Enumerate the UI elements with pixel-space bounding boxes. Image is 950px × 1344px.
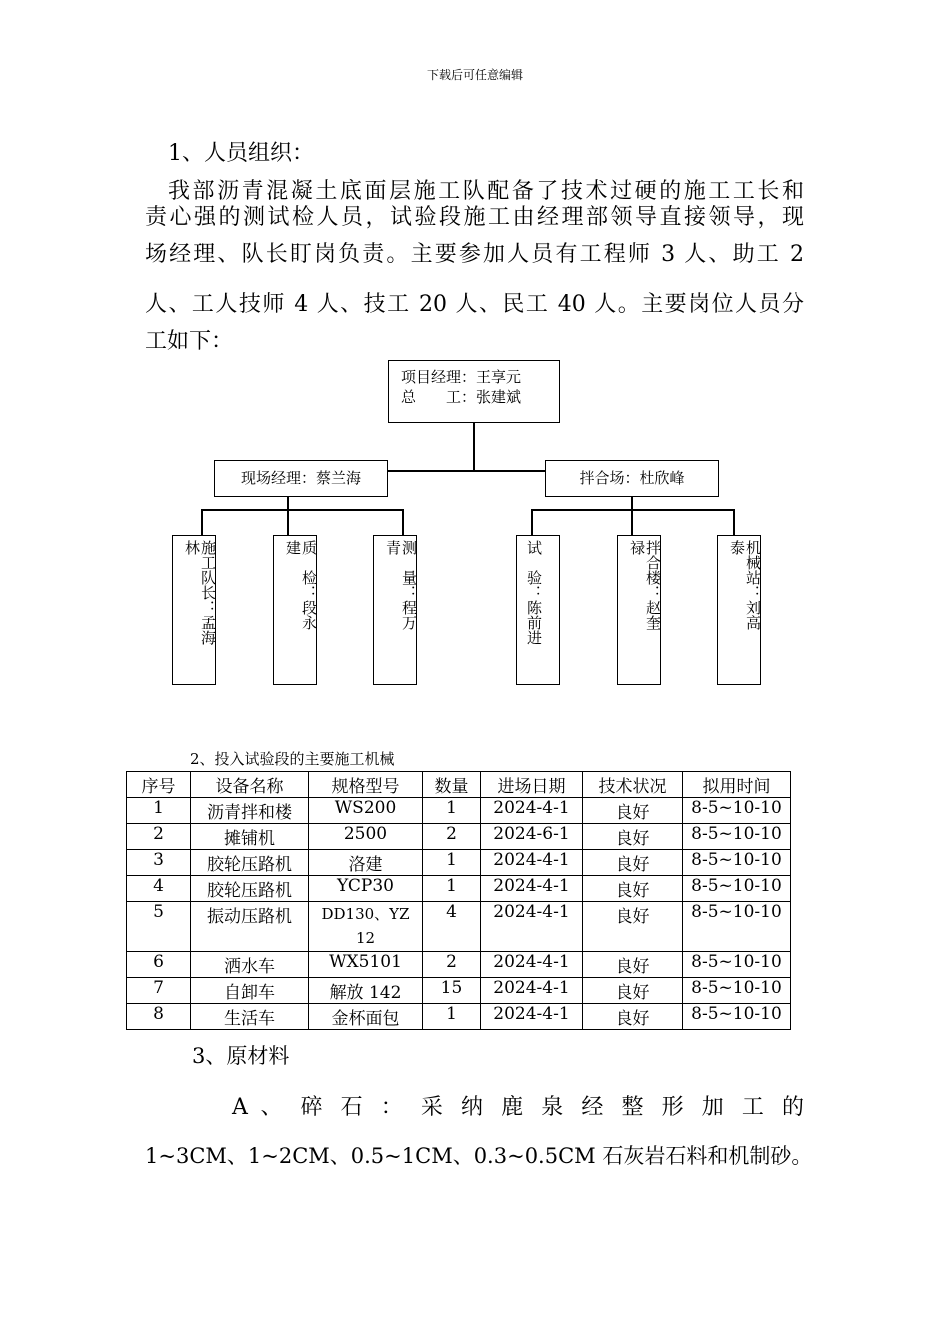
section2-title: 2、投入试验段的主要施工机械: [190, 750, 395, 768]
table-cell: 2024-4-1: [481, 850, 583, 876]
connector: [531, 509, 734, 511]
table-cell: 洒水车: [191, 952, 309, 978]
table-cell: 8-5~10-10: [683, 1004, 791, 1030]
org-box-right-mid: 拌合场：杜欣峰: [545, 460, 719, 497]
column-header: 技术状况: [583, 772, 683, 798]
table-row: [127, 1004, 791, 1030]
table-cell: 2500: [309, 824, 423, 850]
table-cell: YCP30: [309, 876, 423, 902]
connector: [201, 509, 203, 536]
table-cell: 良好: [583, 952, 683, 978]
table-cell: 2: [423, 952, 481, 978]
table-cell: 良好: [583, 876, 683, 902]
table-cell: 良好: [583, 824, 683, 850]
table-cell: 8-5~10-10: [683, 952, 791, 978]
table-cell: 1: [423, 850, 481, 876]
table-cell: DD130、YZ12: [309, 902, 423, 952]
table-cell: 3: [127, 850, 191, 876]
table-cell: 良好: [583, 978, 683, 1004]
table-cell: 2024-4-1: [481, 978, 583, 1004]
table-cell: 金杯面包: [309, 1004, 423, 1030]
table-cell: 2024-4-1: [481, 902, 583, 952]
table-cell: 良好: [583, 902, 683, 952]
table-cell: 1: [423, 1004, 481, 1030]
table-row: [127, 850, 791, 876]
table-cell: 良好: [583, 1004, 683, 1030]
table-cell: 自卸车: [191, 978, 309, 1004]
paragraph-line: 1~3CM、1~2CM、0.5~1CM、0.3~0.5CM 石灰岩石料和机制砂。: [145, 1144, 813, 1168]
table-cell: 8-5~10-10: [683, 978, 791, 1004]
paragraph-line: 场经理、队长盯岗负责。主要参加人员有工程师 3 人、助工 2: [145, 242, 804, 267]
org-top-line1: 项目经理：王享元: [401, 368, 522, 386]
column-header: 序号: [127, 772, 191, 798]
paragraph-line: 责心强的测试检人员，试验段施工由经理部领导直接领导，现: [145, 205, 804, 230]
org-leaf-machinery: 泰 机械站：刘高: [717, 535, 761, 685]
table-cell: WX5101: [309, 952, 423, 978]
table-row: [127, 952, 791, 978]
org-leaf-quality: 建 质 检：段永: [273, 535, 317, 685]
connector: [733, 509, 735, 536]
org-leaf-testing: 试 验：陈前进: [516, 535, 560, 685]
org-leaf-mixing: 禄 拌合楼：赵奎: [617, 535, 661, 685]
table-cell: 2: [127, 824, 191, 850]
table-cell: 8-5~10-10: [683, 902, 791, 952]
table-cell: 摊铺机: [191, 824, 309, 850]
table-cell: 良好: [583, 850, 683, 876]
column-header: 数量: [423, 772, 481, 798]
column-header: 进场日期: [481, 772, 583, 798]
table-cell: 解放 142: [309, 978, 423, 1004]
table-row: [127, 824, 791, 850]
org-box-top: [388, 360, 560, 423]
table-cell: 2024-6-1: [481, 824, 583, 850]
paragraph-line: A 、 碎 石 ： 采 纳 鹿 泉 经 整 形 加 工 的: [232, 1095, 804, 1120]
table-header-row: [127, 772, 791, 798]
table-cell: 8-5~10-10: [683, 876, 791, 902]
section3-heading: 3、原材料: [192, 1044, 290, 1068]
org-leaf-survey: 青 测 量：程万: [373, 535, 417, 685]
connector: [402, 509, 404, 536]
org-top-line2: 总 工：张建斌: [401, 388, 522, 406]
table-cell: 2024-4-1: [481, 798, 583, 824]
connector: [531, 509, 533, 536]
connector: [201, 509, 403, 511]
table-cell: 2024-4-1: [481, 1004, 583, 1030]
table-row: [127, 876, 791, 902]
table-cell: 1: [423, 798, 481, 824]
column-header: 设备名称: [191, 772, 309, 798]
table-cell: 15: [423, 978, 481, 1004]
table-cell: 振动压路机: [191, 902, 309, 952]
table-cell: 2: [423, 824, 481, 850]
table-cell: 1: [127, 798, 191, 824]
table-row: [127, 902, 791, 952]
table-cell: 胶轮压路机: [191, 850, 309, 876]
table-cell: 沥青拌和楼: [191, 798, 309, 824]
column-header: 拟用时间: [683, 772, 791, 798]
org-leaf-construction: 林 施工队长：孟海: [172, 535, 216, 685]
paragraph-line: 工如下：: [145, 329, 234, 354]
connector: [631, 509, 633, 536]
table-cell: 1: [423, 876, 481, 902]
table-cell: 胶轮压路机: [191, 876, 309, 902]
table-cell: 4: [127, 876, 191, 902]
table-cell: 洛建: [309, 850, 423, 876]
table-cell: 2024-4-1: [481, 952, 583, 978]
table-row: [127, 798, 791, 824]
table-cell: 5: [127, 902, 191, 952]
table-cell: 2024-4-1: [481, 876, 583, 902]
org-box-left-mid: 现场经理：蔡兰海: [214, 460, 388, 497]
table-row: [127, 978, 791, 1004]
column-header: 规格型号: [309, 772, 423, 798]
paragraph-line: 人、工人技师 4 人、技工 20 人、民工 40 人。主要岗位人员分: [145, 292, 804, 317]
table-cell: 6: [127, 952, 191, 978]
table-cell: 8-5~10-10: [683, 798, 791, 824]
connector: [388, 470, 545, 472]
table-cell: 8-5~10-10: [683, 824, 791, 850]
connector: [287, 509, 289, 536]
equipment-table: [126, 771, 791, 1030]
section1-heading: 1、人员组织：: [168, 141, 314, 166]
table-cell: 良好: [583, 798, 683, 824]
table-cell: 4: [423, 902, 481, 952]
table-cell: 7: [127, 978, 191, 1004]
header-note: 下载后可任意编辑: [426, 68, 523, 82]
table-cell: WS200: [309, 798, 423, 824]
table-cell: 8: [127, 1004, 191, 1030]
connector: [473, 423, 475, 471]
table-cell: 8-5~10-10: [683, 850, 791, 876]
table-cell: 生活车: [191, 1004, 309, 1030]
paragraph-line: 我部沥青混凝土底面层施工队配备了技术过硬的施工工长和: [168, 179, 804, 204]
